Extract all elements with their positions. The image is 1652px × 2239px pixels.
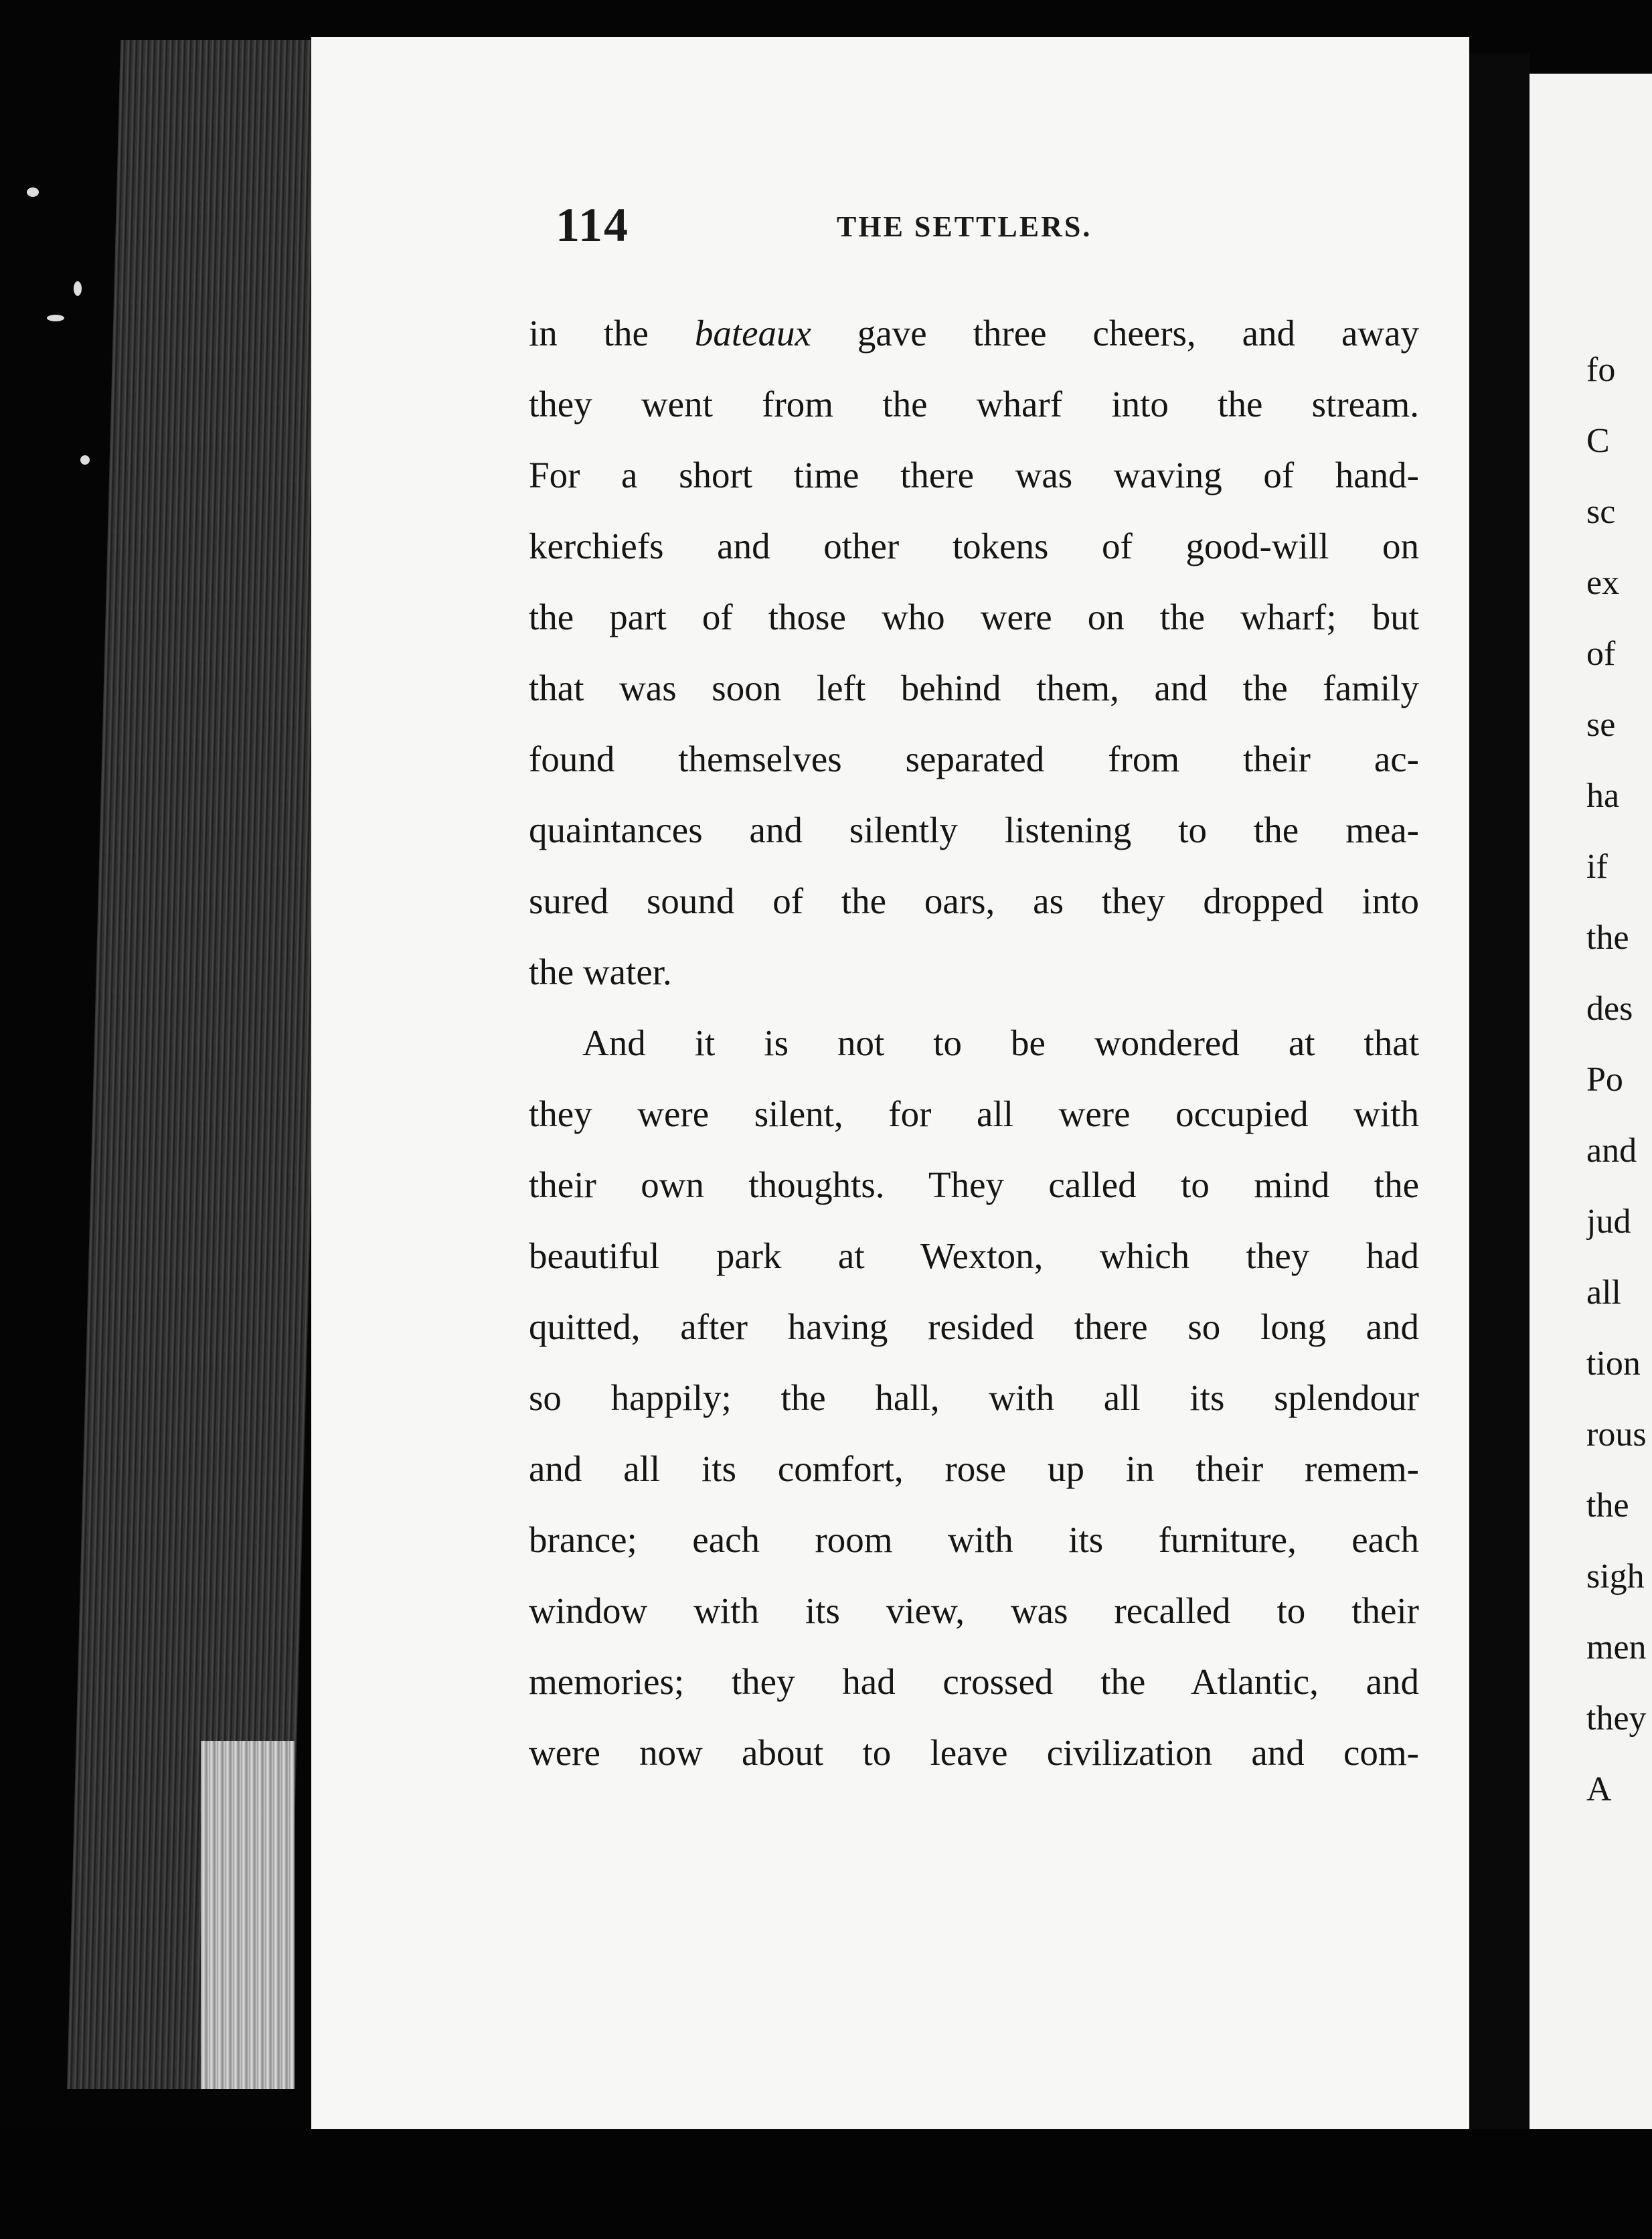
text-line: their own thoughts. They called to mind the <box>529 1164 1419 1205</box>
text-line: And it is not to be wondered at that <box>582 1022 1419 1063</box>
fragment: Po <box>1586 1061 1623 1099</box>
book-gutter <box>1469 54 1530 2239</box>
scan-speck <box>80 455 90 465</box>
paragraph-2 <box>529 1008 1419 1788</box>
text-line: sured sound of the oars, as they dropped into <box>529 880 1419 921</box>
text-line: they were silent, for all were occupied with <box>529 1093 1419 1134</box>
text-line: the water. <box>529 951 672 992</box>
fragment: ex <box>1586 564 1620 602</box>
page-number: 114 <box>556 198 630 252</box>
fragment: men <box>1586 1628 1647 1667</box>
text-line: they went from the wharf into the stream. <box>529 384 1419 424</box>
scan-speck <box>27 187 39 197</box>
text-line: For a short time there was waving of hand- <box>529 455 1419 495</box>
text-line <box>529 298 1419 369</box>
text-line: memories; they had crossed the Atlantic, and <box>529 1661 1419 1702</box>
page-header <box>556 198 1426 258</box>
text-line: found themselves separated from their ac- <box>529 739 1419 779</box>
text-line: were now about to leave civilization and com- <box>529 1732 1419 1773</box>
text-line: kerchiefs and other tokens of good-will on <box>529 526 1419 566</box>
fragment: rous <box>1586 1415 1647 1454</box>
running-head: THE SETTLERS. <box>837 210 1092 243</box>
text-line: so happily; the hall, with all its splendour <box>529 1377 1419 1418</box>
fragment: fo <box>1586 351 1616 389</box>
text-line: that was soon left behind them, and the family <box>529 668 1419 708</box>
book-page-edges-lower <box>201 1741 295 2089</box>
text-line: window with its view, was recalled to their <box>529 1590 1419 1631</box>
fragment: C <box>1586 422 1610 460</box>
text-line: brance; each room with its furniture, each <box>529 1519 1419 1560</box>
line-prefix: in the <box>529 313 695 354</box>
facing-page-text-fragments <box>1586 335 1652 1825</box>
fragment: se <box>1586 706 1616 744</box>
fragment: ha <box>1586 777 1620 815</box>
text-line: quaintances and silently listening to the mea- <box>529 809 1419 850</box>
scan-speck <box>47 315 64 321</box>
fragment: jud <box>1586 1203 1631 1241</box>
fragment: tion <box>1586 1344 1641 1383</box>
italic-word: bateaux <box>694 313 811 354</box>
fragment: A <box>1586 1770 1612 1808</box>
fragment: sc <box>1586 493 1616 531</box>
line-suffix: gave three cheers, and away <box>811 313 1419 354</box>
fragment: and <box>1586 1132 1637 1170</box>
fragment: they <box>1586 1699 1647 1738</box>
text-line: the part of those who were on the wharf; but <box>529 597 1419 637</box>
scan-bottom-border <box>0 2129 1652 2239</box>
paragraph-1 <box>529 298 1419 1008</box>
fragment: des <box>1586 990 1633 1028</box>
fragment: all <box>1586 1273 1621 1312</box>
fragment: the <box>1586 919 1629 957</box>
text-line: and all its comfort, rose up in their remem- <box>529 1448 1419 1489</box>
fragment: of <box>1586 635 1616 673</box>
body-text <box>529 298 1419 1788</box>
fragment: if <box>1586 848 1608 886</box>
scan-speck <box>74 281 82 296</box>
text-line: quitted, after having resided there so long and <box>529 1306 1419 1347</box>
fragment: sigh <box>1586 1557 1645 1596</box>
fragment: the <box>1586 1486 1629 1525</box>
text-line: beautiful park at Wexton, which they had <box>529 1235 1419 1276</box>
